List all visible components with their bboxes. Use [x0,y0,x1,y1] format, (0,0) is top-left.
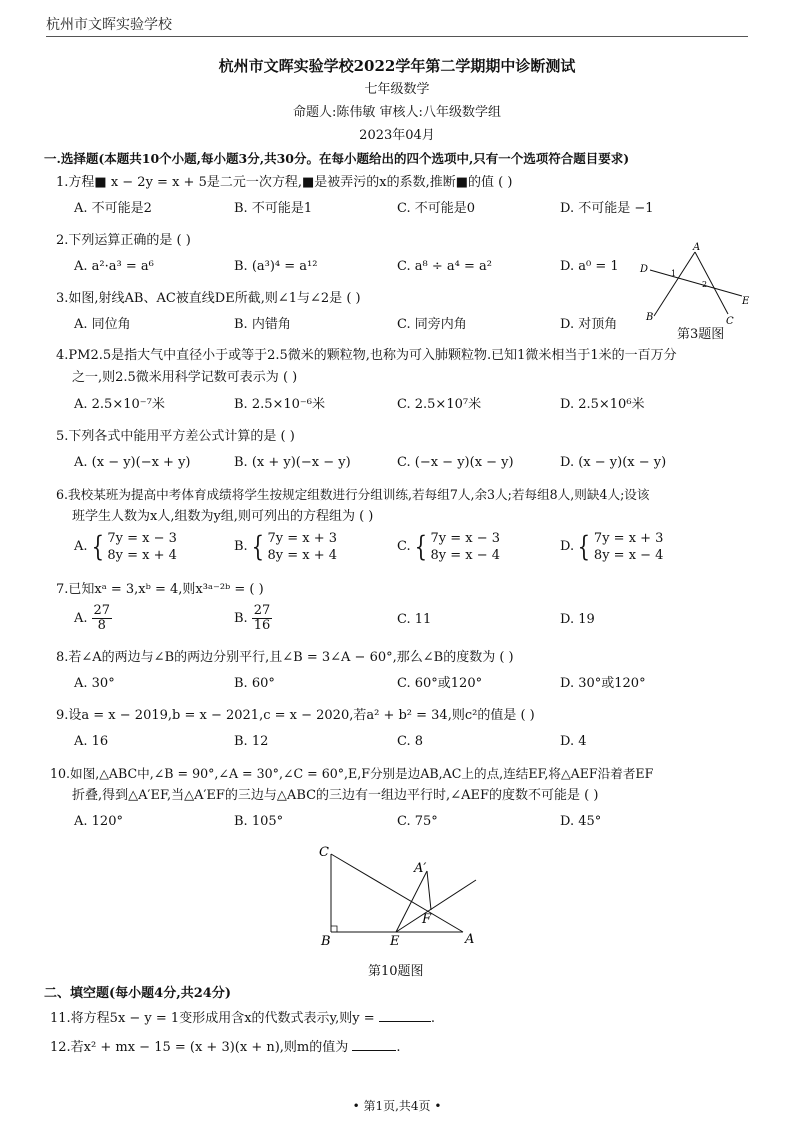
label-angle-1: 1 [671,269,677,278]
q7-a-fraction [92,604,113,633]
exam-date: 2023年04月 [359,128,435,143]
q10-line2: 折叠,得到△A′EF,当△A′EF的三边与△ABC的三边有一组边平行时,∠AEF的度数不可能是 ( ) [72,788,599,803]
q7-a-label: A. [74,611,88,626]
q10-line1: 10.如图,△ABC中,∠B = 90°,∠A = 30°,∠C = 60°,E,F分别是边AB,AC上的点,连结EF,将△AEF沿着者EF [50,766,654,781]
q9-option-d: D. 4 [560,734,587,749]
q2-option-b: B. (a³)⁴ = a¹² [234,259,318,274]
q1-option-b: B. 不可能是1 [234,201,313,216]
q5-stem: 5.下列各式中能用平方差公式计算的是 ( ) [56,429,295,444]
q6-a-eq2: 8y = x + 4 [107,548,177,563]
label-c: C [726,316,734,327]
fold-line-ef [396,880,476,932]
q2-option-c: C. a⁸ ÷ a⁴ = a² [397,259,492,274]
q8-option-b: B. 60° [234,676,275,691]
figure-q10 [310,838,490,956]
brace-icon: { [414,530,427,563]
q8-option-c: C. 60°或120° [397,676,483,691]
q7-option-d: D. 19 [560,612,595,627]
q3-option-a: A. 同位角 [74,317,131,332]
q6-b-eq2: 8y = x + 4 [267,548,338,563]
q10-option-d: D. 45° [560,814,602,829]
brace-icon: { [251,530,264,563]
label-c: C [319,845,329,860]
q6-line2: 班学生人数为x人,组数为y组,则可列出的方程组为 ( ) [72,509,374,524]
q3-option-c: C. 同旁内角 [397,317,467,332]
q4-line1: 4.PM2.5是指大气中直径小于或等于2.5微米的颗粒物,也称为可入肺颗粒物.已知1微米相当于1米的一百万分 [56,348,677,363]
q1-option-d: D. 不可能是 −1 [560,201,654,216]
q4-option-d: D. 2.5×10⁶米 [560,397,645,412]
q7-b-fraction [252,604,273,633]
q6-d-eq1: 7y = x + 3 [593,531,664,546]
line-de [650,270,742,296]
q12-end: . [396,1040,401,1055]
q5-option-a: A. (x − y)(−x + y) [74,455,191,470]
label-e: E [390,934,400,949]
q6-b-label: B. [234,539,248,554]
q3-option-b: B. 内错角 [234,317,291,332]
label-angle-2: 2 [702,280,708,289]
brace-icon: { [91,530,104,563]
q7-option-c: C. 11 [397,612,432,627]
q6-c-label: C. [397,539,411,554]
q10-option-a: A. 120° [74,814,123,829]
label-a-prime: A′ [414,861,427,876]
q2-stem: 2.下列运算正确的是 ( ) [56,233,191,248]
q6-a-label: A. [74,539,88,554]
label-a: A [693,242,701,253]
q6-option-c [397,530,500,564]
q7-b-num: 27 [253,603,271,618]
label-e: E [742,296,750,307]
figure-q3 [636,238,754,330]
q10-option-c: C. 75° [397,814,438,829]
brace-icon: { [577,530,591,563]
q10-option-b: B. 105° [234,814,284,829]
q2-option-d: D. a⁰ = 1 [560,259,619,274]
q7-stem: 7.已知xᵃ = 3,xᵇ = 4,则x³ᵃ⁻²ᵇ = ( ) [56,582,264,597]
q12-text: 12.若x² + mx − 15 = (x + 3)(x + n),则m的值为 [50,1040,349,1055]
q12-answer-blank[interactable] [352,1038,396,1051]
figure-q3-caption: 第3题图 [677,327,725,342]
q9-option-b: B. 12 [234,734,269,749]
ray-ab [654,252,695,316]
exam-subject: 七年级数学 [364,82,430,97]
q6-c-eq1: 7y = x − 3 [430,531,500,546]
q11-answer-blank[interactable] [379,1009,431,1022]
q6-b-eq1: 7y = x + 3 [267,531,338,546]
q8-stem: 8.若∠A的两边与∠B的两边分别平行,且∠B = 3∠A − 60°,那么∠B的度数为 ( ) [56,650,514,665]
q4-option-c: C. 2.5×10⁷米 [397,397,482,412]
q9-option-a: A. 16 [74,734,109,749]
header-school: 杭州市文晖实验学校 [46,17,172,33]
figure-q10-caption: 第10题图 [368,964,424,979]
q12-line [50,1038,401,1057]
section1-heading: 一.选择题(本题共10个小题,每小题3分,共30分。在每小题给出的四个选项中,只有一个选项符合题目要求) [44,151,630,166]
q7-option-b [234,604,272,633]
right-angle-mark [331,926,337,932]
q2-option-a: A. a²·a³ = a⁶ [74,259,154,274]
q6-d-eq2: 8y = x − 4 [593,548,664,563]
q8-option-d: D. 30°或120° [560,676,646,691]
label-a: A [465,932,475,947]
q7-a-den: 8 [97,618,106,633]
exam-title: 杭州市文晖实验学校2022学年第二学期期中诊断测试 [218,57,576,75]
q7-a-num: 27 [93,603,111,618]
q5-option-d: D. (x − y)(x − y) [560,455,667,470]
q1-stem: 1.方程■ x − 2y = x + 5是二元一次方程,■是被弄污的x的系数,推断■的值 ( ) [56,175,513,190]
page-footer: • 第1页,共4页 • [352,1099,442,1113]
q6-option-b [234,530,337,564]
q11-text: 11.将方程5x − y = 1变形成用含x的代数式表示y,则y = [50,1011,375,1026]
q6-c-eq2: 8y = x − 4 [430,548,500,563]
q6-option-d [560,530,663,564]
q9-stem: 9.设a = x − 2019,b = x − 2021,c = x − 2020,若a² + b² = 34,则c²的值是 ( ) [56,708,535,723]
q11-line [50,1009,435,1028]
q5-option-c: C. (−x − y)(x − y) [397,455,514,470]
q6-d-label: D. [560,539,575,554]
q11-end: . [430,1011,435,1026]
ray-ac [695,252,728,314]
q4-line2: 之一,则2.5微米用科学记数可表示为 ( ) [72,370,298,385]
q7-b-den: 16 [253,618,271,633]
q9-option-c: C. 8 [397,734,424,749]
label-b: B [321,934,331,949]
q3-stem: 3.如图,射线AB、AC被直线DE所截,则∠1与∠2是 ( ) [56,291,361,306]
q6-line1: 6.我校某班为提高中考体育成绩将学生按规定组数进行分组训练,若每组7人,余3人;若每组8人,则缺4人;设该 [56,487,650,502]
label-b: B [646,312,654,323]
q8-option-a: A. 30° [74,676,115,691]
q6-a-eq1: 7y = x − 3 [107,531,177,546]
side-ca [331,854,463,932]
q5-option-b: B. (x + y)(−x − y) [234,455,351,470]
q4-option-a: A. 2.5×10⁻⁷米 [74,397,165,412]
q7-b-label: B. [234,611,248,626]
q3-option-d: D. 对顶角 [560,317,618,332]
q7-option-a [74,604,112,633]
label-d: D [640,264,649,275]
exam-authors: 命题人:陈伟敏 审核人:八年级数学组 [293,105,501,120]
label-f: F [422,912,432,927]
segment-a-prime-f [427,871,431,910]
q6-option-a [74,530,177,564]
q1-option-c: C. 不可能是0 [397,201,476,216]
q1-option-a: A. 不可能是2 [74,201,152,216]
q4-option-b: B. 2.5×10⁻⁶米 [234,397,326,412]
section2-heading: 二、填空题(每小题4分,共24分) [44,986,231,1001]
page-header [46,14,748,37]
